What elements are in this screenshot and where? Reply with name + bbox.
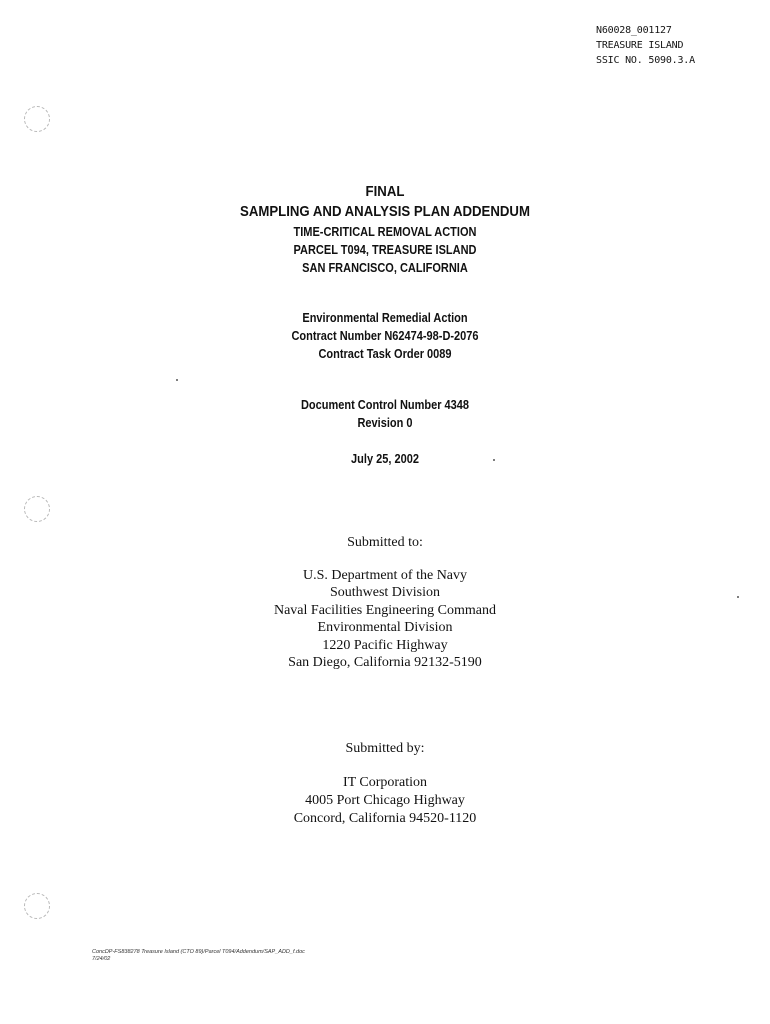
address-line: IT Corporation [342,775,428,790]
punch-hole-top [24,106,50,132]
address-line: Southwest Division [329,585,441,601]
footer-path: ConcDP-FS838278 Treasure Island (CTO 89)/Parcel T094/Addendum/SAP_ADD_f.doc [92,949,305,955]
stamp-line-3: SSIC NO. 5090.3.A [596,55,695,66]
address-line: Naval Facilities Engineering Command [273,602,496,618]
address-line: U.S. Department of the Navy [302,568,468,583]
document-subtitle [46,223,724,277]
punch-hole-middle [24,496,50,522]
document-title [46,182,724,222]
title-line-final: FINAL [365,183,405,200]
document-control-number: Document Control Number 4348 [300,398,470,412]
address-line: Concord, California 94520-1120 [293,810,477,826]
address-line: 4005 Port Chicago Highway [305,792,465,808]
archive-stamp [596,23,756,68]
contract-info [46,309,724,363]
address-line: 1220 Pacific Highway [322,637,448,653]
scan-speck [176,379,178,381]
submitted-by-label: Submitted by: [345,741,425,756]
contract-line-3: Contract Task Order 0089 [318,347,452,361]
address-line: San Diego, California 92132-5190 [288,655,482,671]
submitted-by-heading [0,740,770,758]
punch-hole-bottom [24,893,50,919]
date-text: July 25, 2002 [351,452,419,466]
contract-line-1: Environmental Remedial Action [302,311,468,325]
stamp-line-2: TREASURE ISLAND [596,40,684,51]
revision-number: Revision 0 [357,416,413,430]
address-line: Environmental Division [317,620,453,636]
title-line-sap-addendum: SAMPLING AND ANALYSIS PLAN ADDENDUM [240,203,530,220]
submitted-by-address [0,774,770,827]
subtitle-line-2: PARCEL T094, TREASURE ISLAND [293,243,477,257]
document-date [46,450,724,468]
subtitle-line-3: SAN FRANCISCO, CALIFORNIA [302,261,468,275]
subtitle-line-1: TIME-CRITICAL REMOVAL ACTION [293,225,477,239]
file-path-footer [92,949,305,963]
contract-line-2: Contract Number N62474-98-D-2076 [291,329,479,343]
submitted-to-heading [0,534,770,552]
submitted-to-label: Submitted to: [347,535,423,550]
submitted-to-address [0,567,770,671]
footer-date: 7/24/02 [92,956,111,962]
document-control [46,396,724,432]
stamp-line-1: N60028_001127 [596,25,672,36]
